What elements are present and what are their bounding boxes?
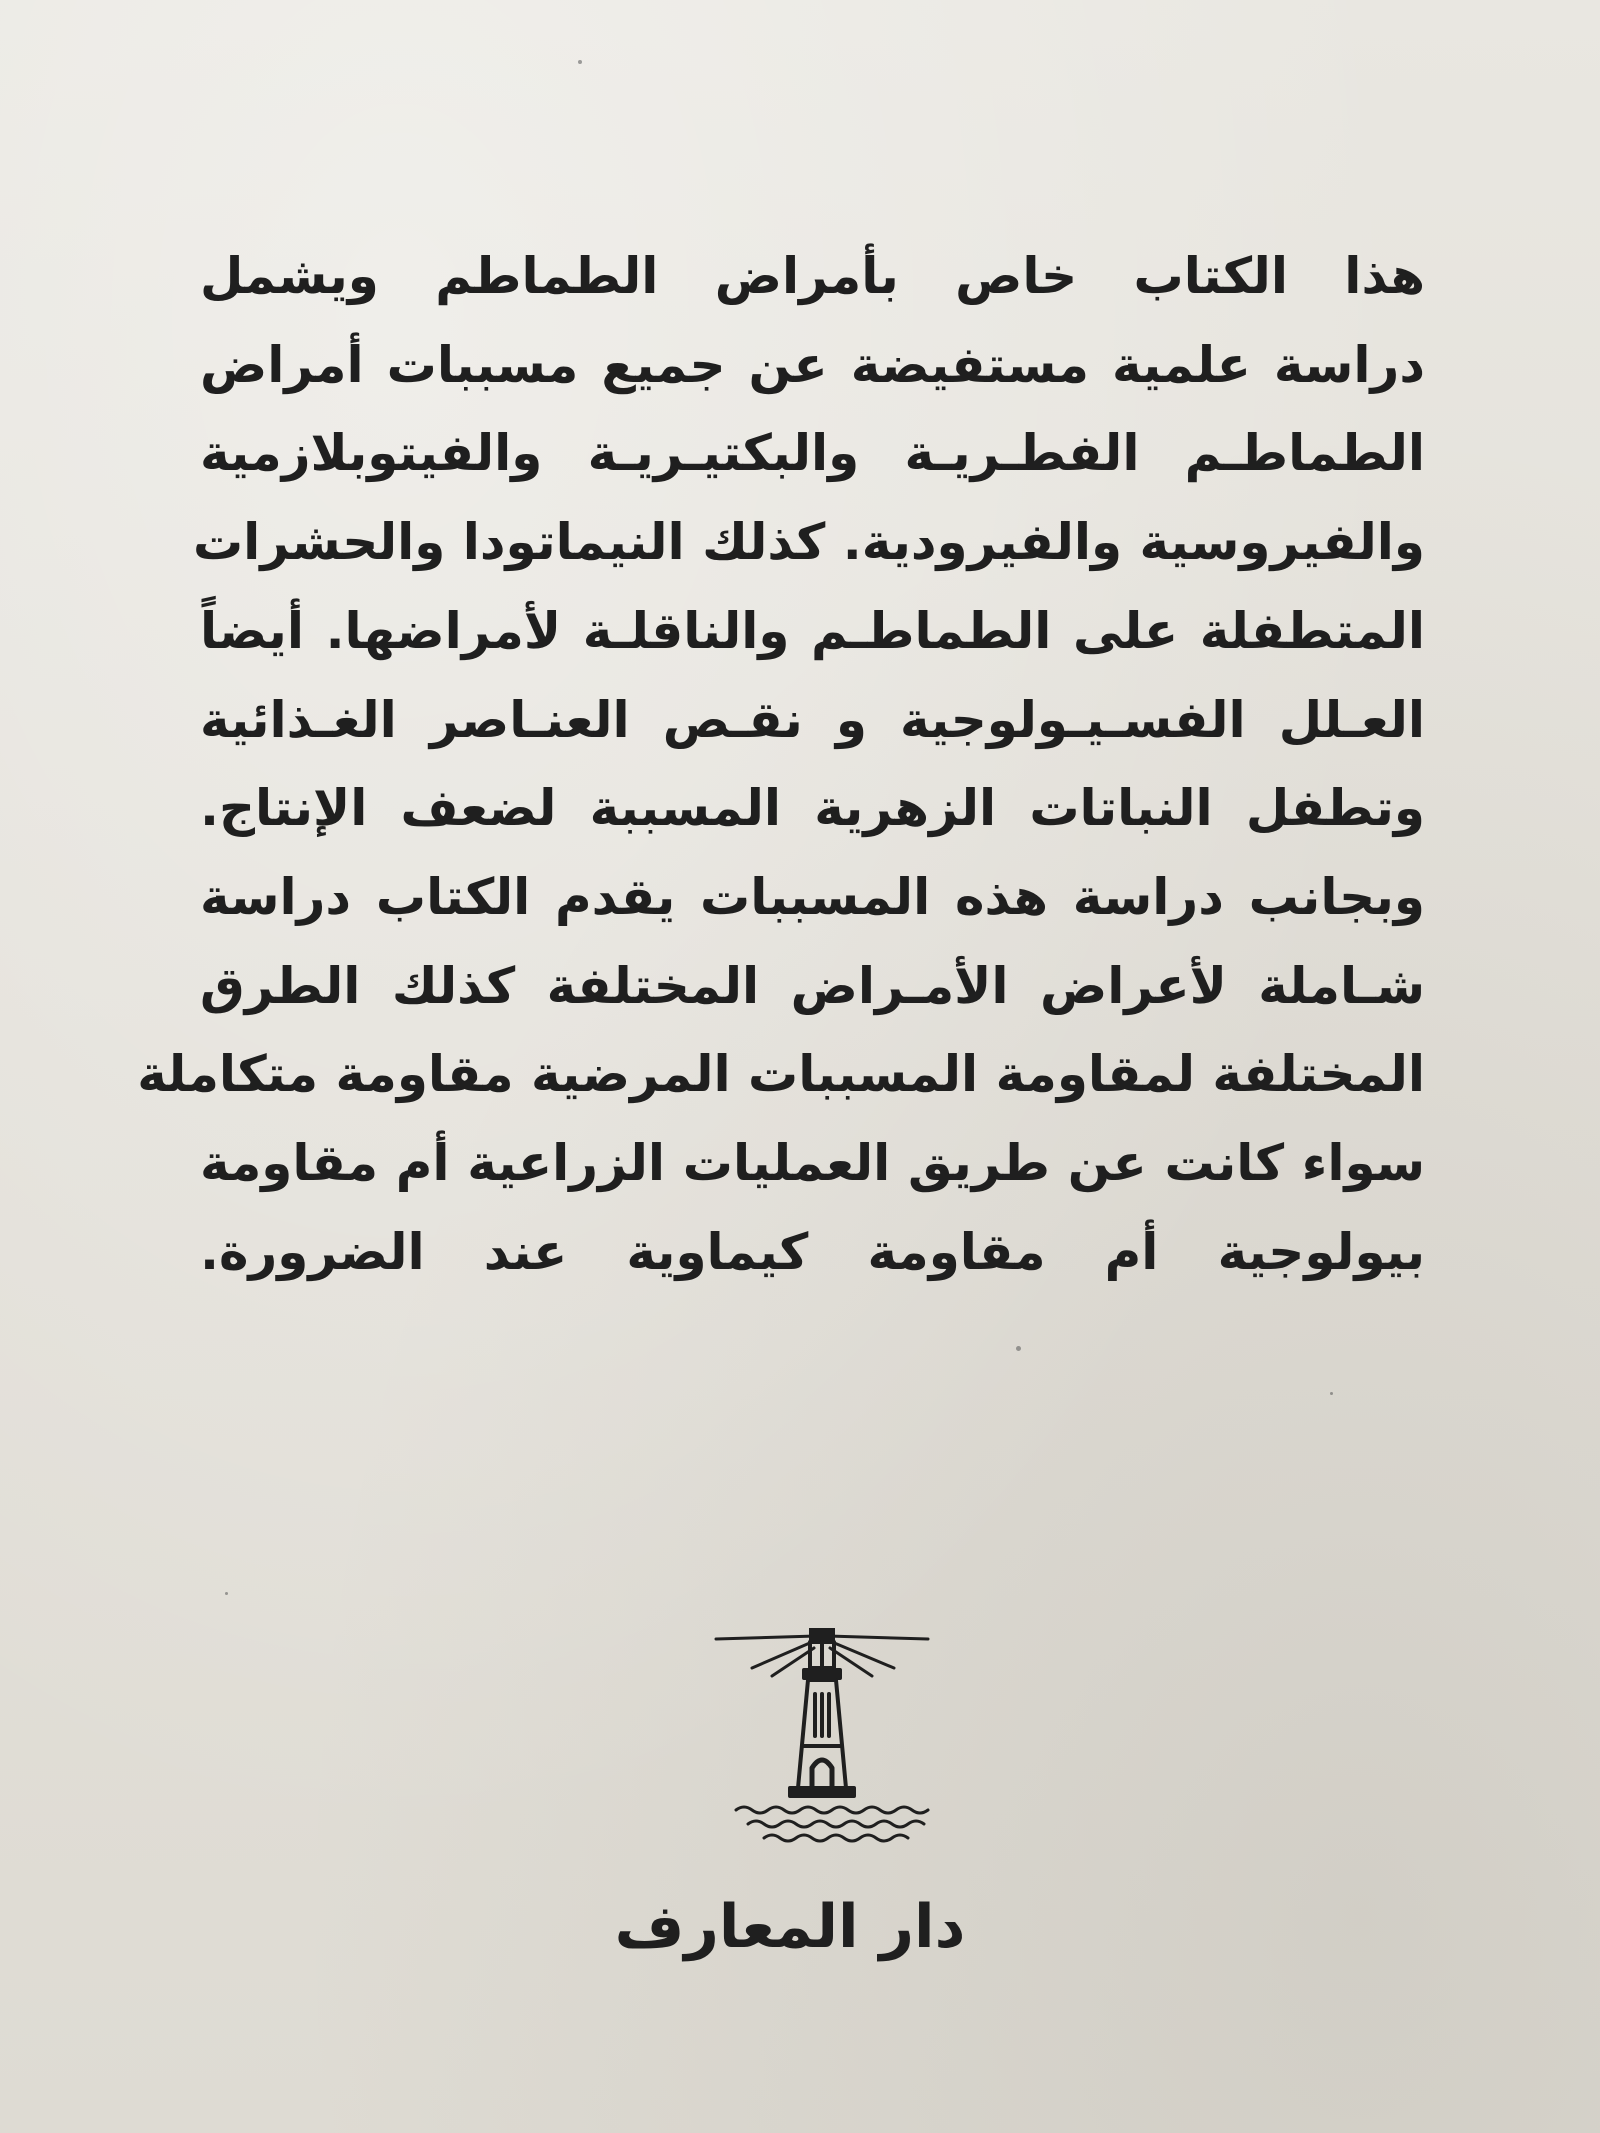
publisher-name: دار المعارف xyxy=(614,1892,966,1962)
description-line: بيولوجية أم مقاومة كيماوية عند الضرورة. xyxy=(200,1222,1425,1281)
description-line: العـلل الفسـيـولوجية و نقـص العنـاصر الغـذائية xyxy=(200,690,1425,749)
description-line: المختلفة لمقاومة المسببات المرضية مقاومة متكاملة xyxy=(137,1045,1425,1104)
description-line: المتطفلة على الطماطـم والناقلـة لأمراضها. أيضاً xyxy=(200,601,1425,660)
paper-speck xyxy=(1330,1392,1333,1395)
description-line: سواء كانت عن طريق العمليات الزراعية أم مقاومة xyxy=(200,1134,1425,1193)
description-line: وبجانب دراسة هذه المسببات يقدم الكتاب دراسة xyxy=(200,867,1425,926)
paper-speck xyxy=(578,60,582,64)
description-line: الطماطـم الفطـريـة والبكتيـريـة والفيتوبلازمية xyxy=(200,424,1425,483)
paper-speck xyxy=(225,1592,228,1595)
paper-speck xyxy=(1016,1346,1021,1351)
book-description xyxy=(137,232,1425,1296)
description-line: دراسة علمية مستفيضة عن جميع مسببات أمراض xyxy=(200,335,1425,394)
description-line: هذا الكتاب خاص بأمراض الطماطم ويشمل xyxy=(200,247,1425,305)
description-line: والفيروسية والفيرودية. كذلك النيماتودا والحشرات xyxy=(192,513,1425,572)
description-line: شـاملة لأعراض الأمـراض المختلفة كذلك الطرق xyxy=(200,956,1425,1015)
lighthouse-icon xyxy=(712,1628,932,1853)
description-line: وتطفل النباتات الزهرية المسببة لضعف الإنتاج. xyxy=(200,779,1425,838)
